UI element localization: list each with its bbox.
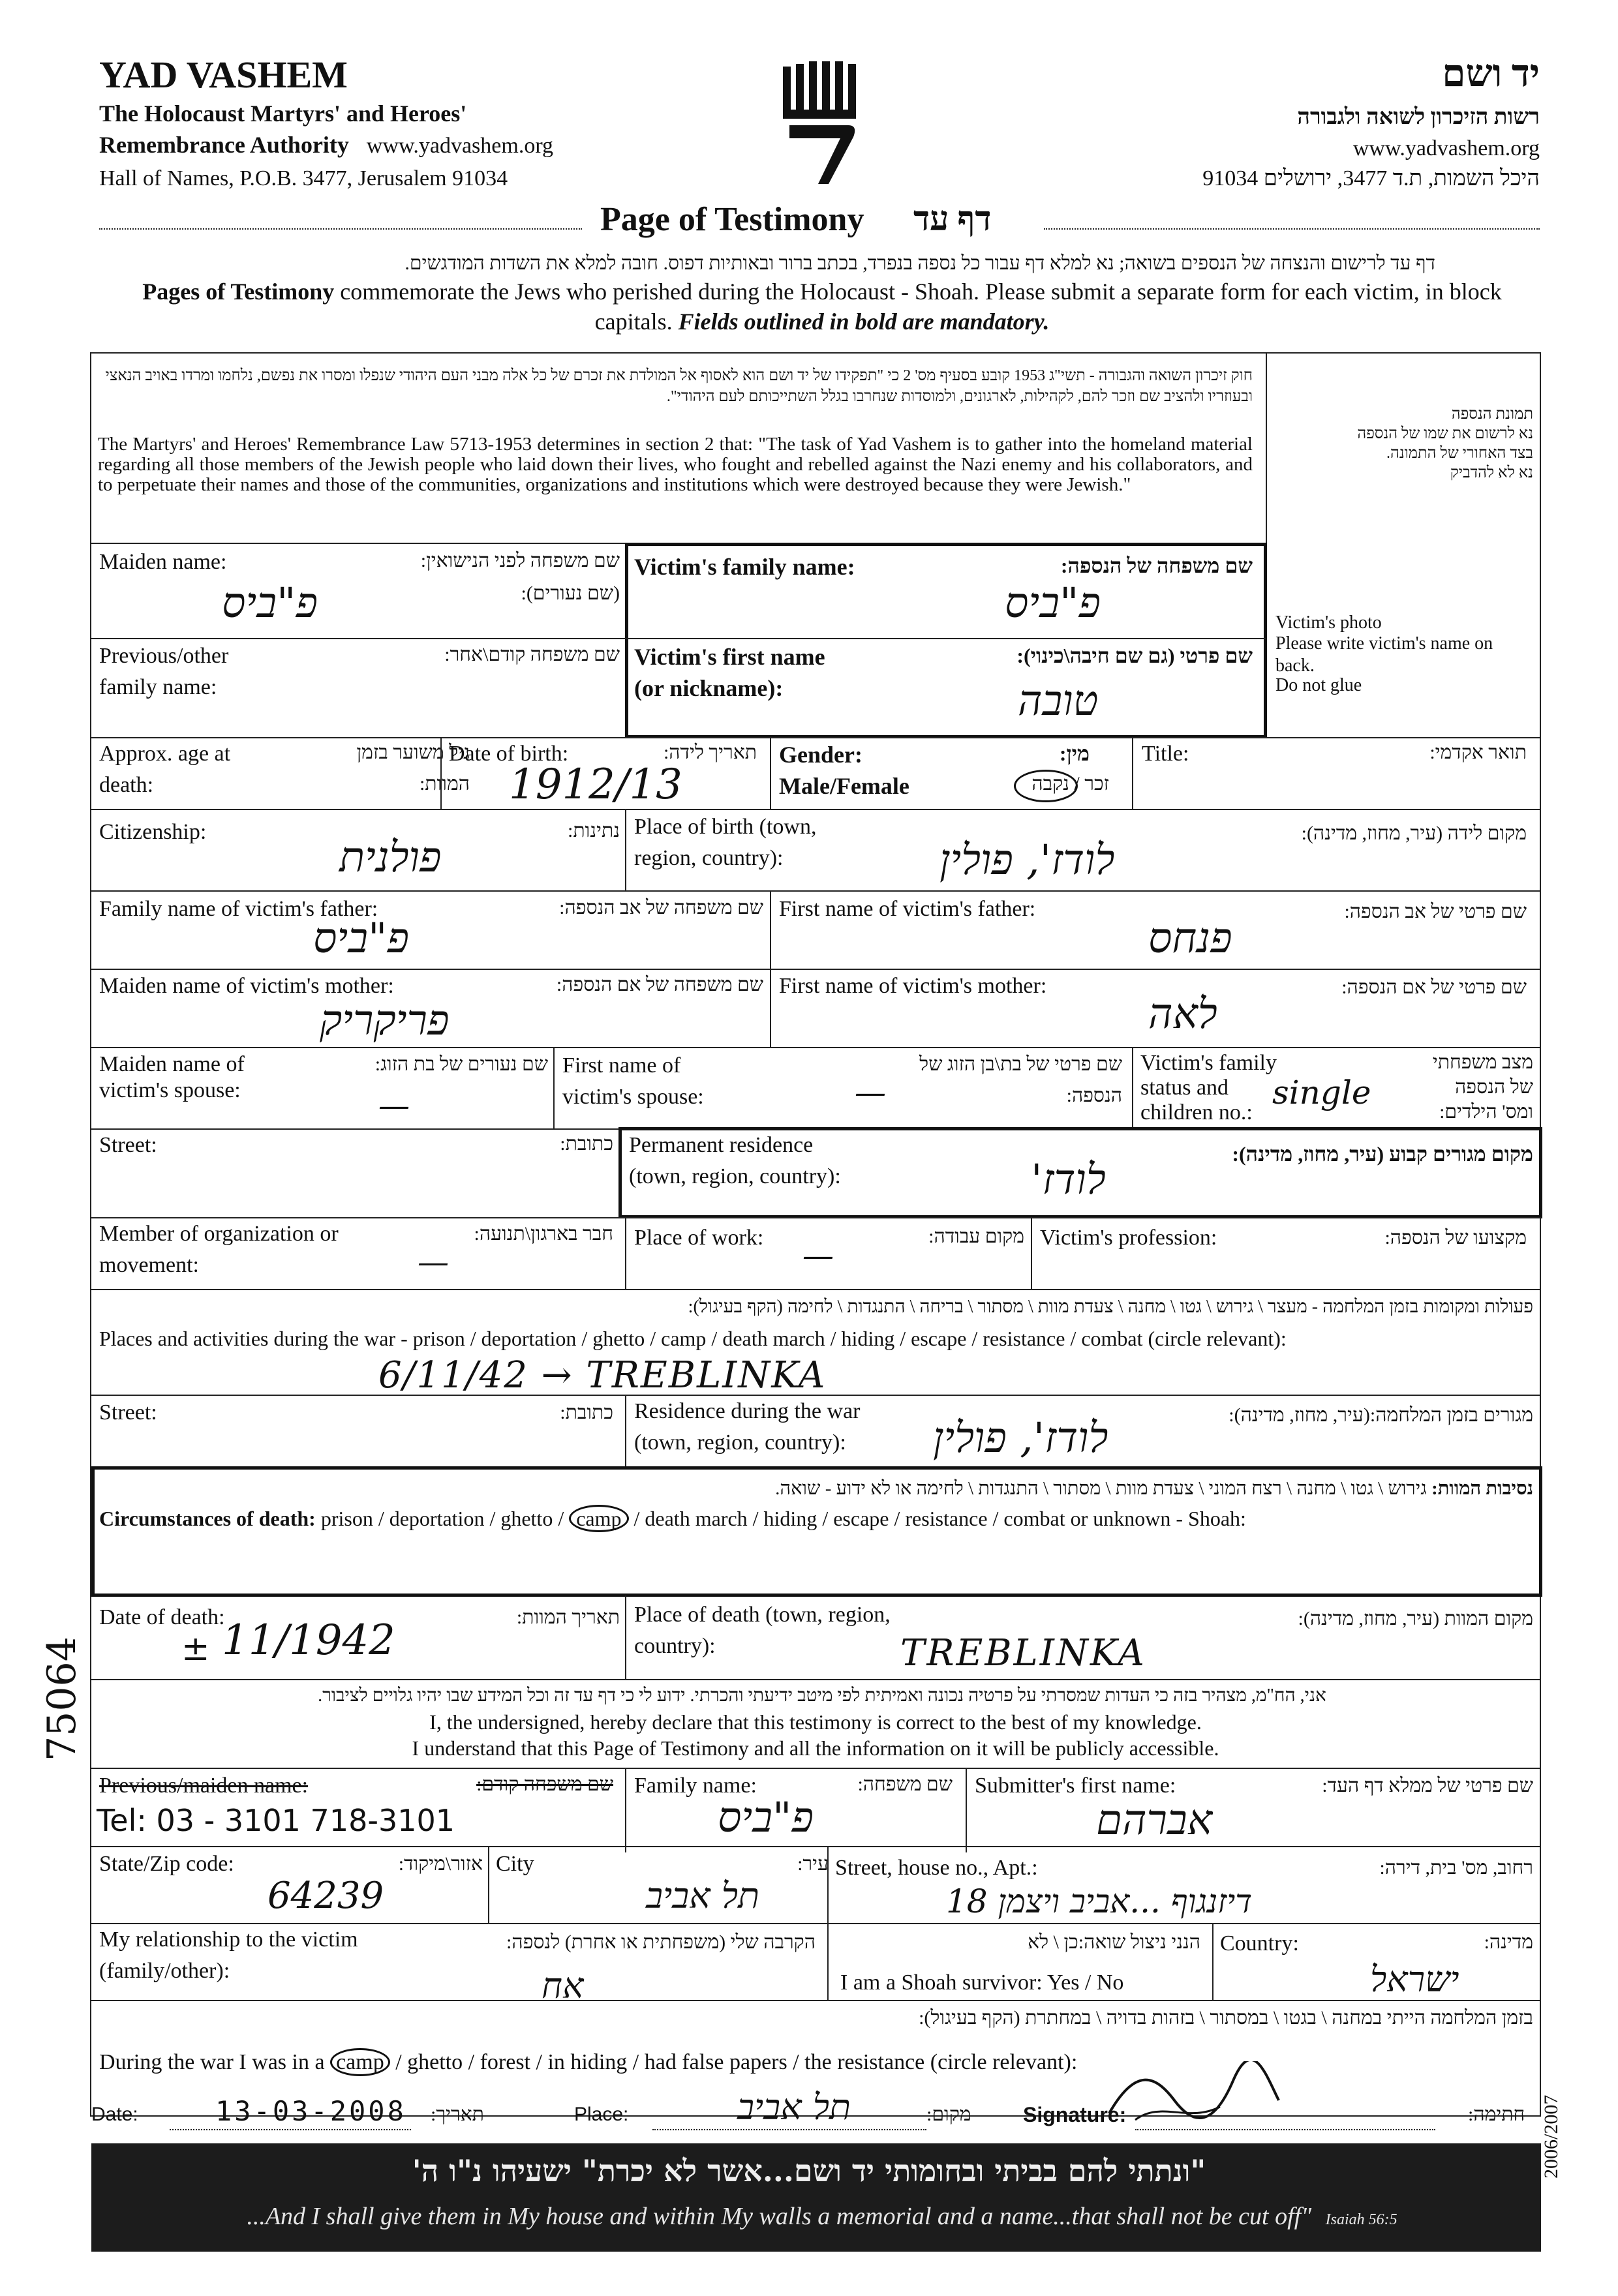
maiden-name-label: Maiden name: (99, 550, 227, 574)
perm-residence-value[interactable]: לודז' (1031, 1156, 1106, 1204)
circumstances-options-en-1: prison / deportation / ghetto / (315, 1507, 570, 1530)
war-residence-value[interactable]: לודז', פולין (933, 1414, 1108, 1462)
relationship-label-he: הקרבה שלי (משפחתית או אחרת) לנספה: (506, 1931, 816, 1953)
spouse-maiden-label-he: שם נעורים של בת הזוג: (374, 1053, 548, 1075)
submitter-first-label: Submitter's first name: (975, 1774, 1176, 1798)
mother-maiden-label-he: שם משפחה של אם הנספה: (556, 974, 763, 995)
col-rule (1132, 1047, 1133, 1128)
place-label-he: מקום: (926, 2104, 971, 2125)
law-text-en: The Martyrs' and Heroes' Remembrance Law 5713-1953 determines in section 2 that: "The task of Yad Vashem is to gather into the homeland material regarding all those members of the Jewish people who laid down their lives, who fought and rebelled against the Nazi enemy and his collaborators, and to perpetuate their names and those of the communities, organizations and institutions which were destroyed because they were Jewish." (98, 434, 1253, 495)
previous-family-label-2: family name: (99, 675, 217, 699)
zip-value[interactable]: 64239 (267, 1875, 384, 1917)
title-rule-left (99, 228, 582, 230)
place-label: Place: (574, 2104, 629, 2125)
family-status-label-3: children no.: (1140, 1100, 1253, 1125)
submitter-family-value[interactable]: פ"ביס (718, 1794, 814, 1842)
row-rule (90, 638, 1266, 639)
col-rule (625, 1395, 626, 1466)
family-status-label-he-2: של הנספה (1455, 1076, 1533, 1098)
gender-label-2: Male/Female (779, 773, 909, 799)
war-residence-label-2: (town, region, country): (634, 1430, 846, 1455)
row-rule (90, 1846, 1541, 1847)
family-status-label-2: status and (1140, 1076, 1229, 1100)
age-label-1: Approx. age at (99, 742, 231, 766)
form-version-code: 2006/2007 (1540, 2094, 1562, 2179)
country-label-he: מדינה: (1484, 1931, 1533, 1953)
law-text-he: חוק זיכרון השואה והגבורה - תשי"ג 1953 קובע בסעיף מס' 2 כי "תפקידו של יד ושם הוא לאסוף אל המולדת את זכרם של כל אלה מבני העם היהודי שנפלו ומסרו את נפשם, נלחמו ומרדו באויב הנאצי ובעוזריו ולהציב שם וזכר להם, לקהילות, לארגונים, ולמוסדות שנחרבו בגלל השתייכותם לעם היהודי". (105, 367, 1253, 405)
date-label-he: תאריך: (431, 2104, 484, 2125)
circumstances-label-en-bold: Circumstances of death: (99, 1507, 316, 1530)
street-no-value[interactable]: דיזנגוף ...אביב ויצמן 18 (946, 1882, 1253, 1920)
title-label-he: תואר אקדמי: (1429, 742, 1527, 763)
dod-label-he: תאריך המוות: (516, 1607, 620, 1628)
war-status-en-2: / ghetto / forest / in hiding / had false papers / the resistance (circle relevant): (389, 2050, 1078, 2074)
org-name-en: YAD VASHEM (99, 53, 348, 96)
citizenship-label: Citizenship: (99, 820, 207, 844)
declaration-en-1: I, the undersigned, hereby declare that this testimony is correct to the best of my knowledge. (429, 1710, 1202, 1734)
victim-first-name-label-1: Victim's first name (634, 644, 825, 670)
col-rule (1212, 1923, 1214, 2000)
title-rule-right (1044, 228, 1540, 230)
declaration-en-2: I understand that this Page of Testimony and all the information on it will be publicly accessible. (412, 1736, 1219, 1760)
family-status-label-1: Victim's family (1140, 1051, 1277, 1075)
relationship-label-2: (family/other): (99, 1959, 230, 1983)
col-rule (625, 1595, 626, 1679)
mother-first-value[interactable]: לאה (1148, 990, 1217, 1038)
previous-family-label-he: שם משפחה קודם\אחר: (444, 644, 620, 665)
war-status-en-1: During the war I was in a (99, 2050, 331, 2074)
photo-he-1: תמונת הנספה (1451, 406, 1533, 423)
org-value[interactable]: — (418, 1244, 449, 1280)
row-rule (90, 1047, 1541, 1048)
spouse-maiden-value[interactable]: — (378, 1087, 410, 1124)
citizenship-value[interactable]: פולנית (339, 834, 442, 882)
col-rule (625, 1217, 626, 1289)
intro-he: דף עד לרישום והנצחה של הנספים בשואה; נא למלא דף עבור כל נספה בנפרד, בכתב ברור ובאותיות דפוס. חובה למלא את השדות המודגשים. (404, 252, 1435, 274)
war-street-label-he: כתובת: (560, 1402, 613, 1423)
circumstances-label-he-bold: נסיבות המוות: (1431, 1478, 1533, 1499)
col-rule (770, 969, 771, 1047)
death-place-label-1: Place of death (town, region, (634, 1603, 891, 1627)
father-first-label-he: שם פרטי של אב הנספה: (1344, 901, 1527, 922)
activities-label-he: פעולות ומקומות בזמן המלחמה - מעצר \ גירוש \ גטו \ מחנה \ צעדת מוות \ מסתור \ בריחה \ התנגדות \ לחימה (הקף בעיגול): (688, 1297, 1533, 1317)
date-label: Date: (91, 2104, 138, 2125)
row-rule (90, 2000, 1541, 2001)
spouse-first-label-he-1: שם פרטי של בת\בן הזוג של (919, 1053, 1122, 1075)
city-value[interactable]: תל אביב (646, 1875, 759, 1916)
father-family-label-he: שם משפחה של אב הנספה: (559, 897, 763, 918)
col-rule (827, 1846, 829, 1923)
col-rule (488, 1846, 489, 1923)
street-label-he: כתובת: (560, 1133, 613, 1155)
gender-label-1: Gender: (779, 742, 862, 768)
mother-first-label-he: שם פרטי של אם הנספה: (1341, 976, 1527, 998)
row-rule (90, 1768, 1541, 1769)
row-rule (90, 1923, 1541, 1924)
maiden-name-label-he-2: (שם נעורים): (521, 582, 620, 604)
father-first-value[interactable]: פנחס (1148, 914, 1232, 963)
war-residence-label-1: Residence during the war (634, 1399, 861, 1423)
dob-label: Date of birth: (449, 742, 569, 766)
col-rule (827, 1923, 829, 2000)
relationship-value[interactable]: אח (542, 1965, 584, 2006)
family-status-label-he-3: ומס' הילדים: (1439, 1101, 1533, 1123)
footer-quote-en (111, 2201, 1533, 2235)
org-subtitle-1: The Holocaust Martyrs' and Heroes' (99, 100, 467, 127)
org-label-he: חבר בארגון\תנועה: (474, 1223, 613, 1245)
org-subtitle-he: רשות הזיכרון לשואה ולגבורה (1297, 105, 1540, 129)
country-value[interactable]: ישראל (1370, 1959, 1459, 2000)
profession-label: Victim's profession: (1040, 1226, 1217, 1250)
col-rule (770, 890, 771, 969)
date-value[interactable]: 13-03-2008 (215, 2095, 406, 2127)
submitter-prev-name-label: Previous/maiden name: (99, 1774, 309, 1798)
intro-en-text: commemorate the Jews who perished during the Holocaust - Shoah. Please submit a separate form for each victim, in block capitals. (334, 279, 1502, 335)
photo-he-4: נא לא להדביק (1450, 464, 1533, 481)
submitter-prev-name-label-he: שם משפחה קודם: (476, 1774, 613, 1795)
war-street-label: Street: (99, 1400, 157, 1425)
family-status-label-he-1: מצב משפחתי (1432, 1051, 1533, 1073)
work-label-he: מקום עבודה: (928, 1226, 1024, 1247)
death-place-value[interactable]: TREBLINKA (900, 1632, 1146, 1674)
work-value[interactable]: — (802, 1237, 834, 1274)
victim-family-name-label: Victim's family name: (634, 554, 855, 580)
org-subtitle-2 (99, 130, 553, 160)
row-rule (90, 1395, 1541, 1396)
org-label-1: Member of organization or (99, 1222, 339, 1246)
death-place-label-he: מקום המוות (עיר, מחוז, מדינה): (1298, 1608, 1533, 1629)
survivor-label-en[interactable]: I am a Shoah survivor: Yes / No (840, 1971, 1124, 1995)
profession-label-he: מקצועו של הנספה: (1384, 1227, 1527, 1248)
spouse-first-label-2: victim's spouse: (562, 1085, 704, 1109)
relationship-label-1: My relationship to the victim (99, 1927, 358, 1952)
col-rule (553, 1047, 555, 1128)
website-he[interactable]: www.yadvashem.org (1352, 136, 1540, 160)
col-rule (966, 1768, 967, 1852)
zip-label-he: אזור\מיקוד: (398, 1853, 483, 1875)
previous-family-label-1: Previous/other (99, 644, 229, 668)
footer-quote-en-text: ...And I shall give them in My house and within My walls a memorial and a name...that shall not be cut off" (247, 2203, 1312, 2230)
father-family-value[interactable]: פ"ביס (313, 914, 409, 963)
death-place-label-2: country): (634, 1634, 716, 1658)
birth-place-value[interactable]: לודז', פולין (939, 836, 1115, 884)
circumstances-options-he: גירוש \ גטו \ מחנה \ רצח המוני \ צעדת מוות \ מסתור \ התנגדות \ לחימה או לא ידוע - שואה. (775, 1478, 1427, 1499)
age-label-he-2: המוות: (419, 773, 470, 794)
dob-value[interactable]: 1912/13 (509, 761, 682, 809)
victim-first-name-value[interactable]: טובה (1018, 677, 1099, 725)
col-rule (625, 1768, 626, 1852)
perm-residence-label-he: מקום מגורים קבוע (עיר, מחוז, מדינה): (1232, 1142, 1533, 1166)
survivor-label-he: הנני ניצול שואה:כן \ לא (1028, 1931, 1200, 1953)
address-he: היכל השמות, ת.ד 3477, ירושלים 91034 (1202, 166, 1540, 190)
submitter-first-label-he: שם פרטי של ממלא דף העד: (1322, 1775, 1533, 1796)
country-label: Country: (1220, 1931, 1299, 1956)
footer-quote-he: "ונתתי להם בביתי ובחומותי יד ושם...אשר לא יכרת" ישעיהו נ"ו ה' (412, 2153, 1206, 2188)
col-rule (1132, 737, 1133, 809)
war-residence-label-he: מגורים בזמן המלחמה:(עיר, מחוז, מדינה): (1229, 1404, 1533, 1426)
photo-en-1: Victim's photo (1275, 612, 1382, 633)
victim-first-name-label-2: (or nickname): (634, 675, 784, 701)
footer-reference: Isaiah 56:5 (1325, 2211, 1397, 2228)
photo-he-2: נא לרשום את שמו של הנספה (1357, 425, 1533, 442)
work-label: Place of work: (634, 1226, 764, 1250)
margin-reference-number: 75064 (39, 1637, 85, 1761)
gender-label-he-1: מין: (1059, 742, 1090, 765)
victim-first-name-label-he: שם פרטי (גם שם חיבה\כינוי): (1016, 644, 1253, 667)
dod-approx-mark: ± (181, 1629, 210, 1669)
father-first-label: First name of victim's father: (779, 897, 1036, 921)
street-no-label: Street, house no., Apt.: (835, 1856, 1038, 1880)
intro-en-bold: Pages of Testimony (142, 279, 335, 305)
city-label-he: עיר: (797, 1853, 829, 1875)
spouse-maiden-label-2: victim's spouse: (99, 1078, 241, 1102)
submitter-family-label: Family name: (634, 1774, 757, 1798)
spouse-first-value[interactable]: — (855, 1074, 886, 1111)
signature-label-he: חתימה: (1468, 2104, 1525, 2125)
row-rule (90, 969, 1541, 970)
photo-en-3: Do not glue (1275, 675, 1362, 695)
street-no-label-he: רחוב, מס' בית, דירה: (1379, 1857, 1533, 1879)
col-rule (1031, 1217, 1032, 1289)
row-rule (90, 1289, 1541, 1290)
dod-value[interactable]: 11/1942 (222, 1616, 395, 1665)
citizenship-label-he: נתינות: (568, 820, 620, 841)
gender-female-circle (1014, 770, 1078, 802)
perm-residence-label-2: (town, region, country): (629, 1164, 841, 1188)
zip-label: State/Zip code: (99, 1852, 234, 1876)
victim-family-name-label-he: שם משפחה של הנספה: (1060, 554, 1253, 577)
col-rule (625, 809, 626, 890)
website-en[interactable]: www.yadvashem.org (366, 134, 554, 158)
spouse-first-label-he-2: הנספה: (1066, 1085, 1122, 1106)
street-label: Street: (99, 1133, 157, 1157)
signature-label: Signature: (1023, 2103, 1127, 2126)
mother-first-label: First name of victim's mother: (779, 974, 1047, 998)
city-label: City (496, 1852, 534, 1876)
row-rule (90, 1217, 1541, 1218)
page-title-en: Page of Testimony (600, 201, 864, 238)
address-en: Hall of Names, P.O.B. 3477, Jerusalem 91034 (99, 166, 508, 190)
org-name-he: יד ושם (1442, 52, 1540, 95)
birth-place-label-2: region, country): (634, 846, 784, 870)
war-status-camp-option[interactable]: camp (330, 2048, 390, 2076)
place-value[interactable]: תל אביב (737, 2087, 851, 2128)
circumstances-label-he (130, 1475, 1533, 1502)
photo-en-2: Please write victim's name on back. (1275, 633, 1493, 676)
war-status-label-en (99, 2048, 1534, 2077)
col-rule (770, 737, 771, 809)
submitter-first-value[interactable]: אברהם (1096, 1796, 1213, 1845)
gender-label-he-2[interactable]: זכר / נקבה (1031, 773, 1109, 794)
circumstances-options-en-2: / death march / hiding / escape / resistance / combat or unknown - Shoah: (628, 1507, 1246, 1530)
row-rule (90, 890, 1541, 892)
victim-family-name-value[interactable]: פ"ביס (1005, 579, 1101, 627)
circumstances-label-en (99, 1504, 1534, 1533)
perm-residence-label-1: Permanent residence (629, 1133, 814, 1157)
age-label-2: death: (99, 773, 154, 797)
dod-label: Date of death: (99, 1605, 225, 1629)
spouse-maiden-label-1: Maiden name of (99, 1052, 245, 1076)
intro-en (111, 277, 1533, 337)
title-label: Title: (1142, 742, 1189, 766)
org-label-2: movement: (99, 1253, 199, 1277)
activities-label-en: Places and activities during the war - prison / deportation / ghetto / camp / death march / hiding / escape / resistance / combat (circle relevant): (99, 1327, 1287, 1350)
family-status-value[interactable]: single (1272, 1074, 1371, 1111)
signature-mark (1096, 2061, 1292, 2133)
intro-en-mandatory: Fields outlined in bold are mandatory. (678, 309, 1050, 335)
mother-maiden-label: Maiden name of victim's mother: (99, 974, 394, 998)
birth-place-label-1: Place of birth (town, (634, 815, 817, 839)
submitter-family-label-he: שם משפחה: (857, 1774, 953, 1795)
birth-place-label-he: מקום לידה (עיר, מחוז, מדינה): (1301, 823, 1527, 844)
maiden-name-label-he: שם משפחה לפני הנישואין: (420, 550, 620, 571)
spouse-first-label-1: First name of (562, 1053, 681, 1078)
org-subtitle-2-text: Remembrance Authority (99, 132, 349, 158)
yad-vashem-logo (776, 60, 868, 190)
maiden-name-value[interactable]: פ"ביס (222, 579, 318, 627)
submitter-prev-name-value[interactable]: Tel: 03 - 3101 718-3101 (97, 1803, 455, 1838)
dob-label-he: תאריך לידה: (663, 742, 757, 763)
declaration-he: אני, הח"מ, מצהיר בזה כי העדות שמסרתי על פרטיה נכונה ואמיתית לפי מיטב ידיעתי והכרתי. ידוע לי כי דף עד זה וכל המידע שבו יהיו גלויים לציבור. (318, 1685, 1326, 1706)
page-title-he: דף עד (913, 201, 992, 238)
row-rule (90, 1679, 1541, 1680)
row-rule (90, 809, 1541, 810)
mother-maiden-value[interactable]: פריקריק (320, 997, 450, 1045)
age-label-he-1: גיל משוער בזמן (356, 742, 470, 763)
date-underline (170, 2129, 411, 2130)
war-status-label-he: בזמן המלחמה הייתי במחנה \ בגטו \ במסתור \ בזהות בדויה \ במחתרת (הקף בעיגול): (919, 2007, 1533, 2029)
circumstances-camp-option[interactable]: camp (569, 1505, 628, 1532)
activities-value[interactable]: 6/11/42 → TREBLINKA (378, 1354, 827, 1397)
father-family-label: Family name of victim's father: (99, 897, 378, 921)
photo-he-3: בצד האחורי של התמונה. (1386, 445, 1533, 462)
row-rule (90, 737, 1541, 738)
col-rule (440, 737, 442, 809)
